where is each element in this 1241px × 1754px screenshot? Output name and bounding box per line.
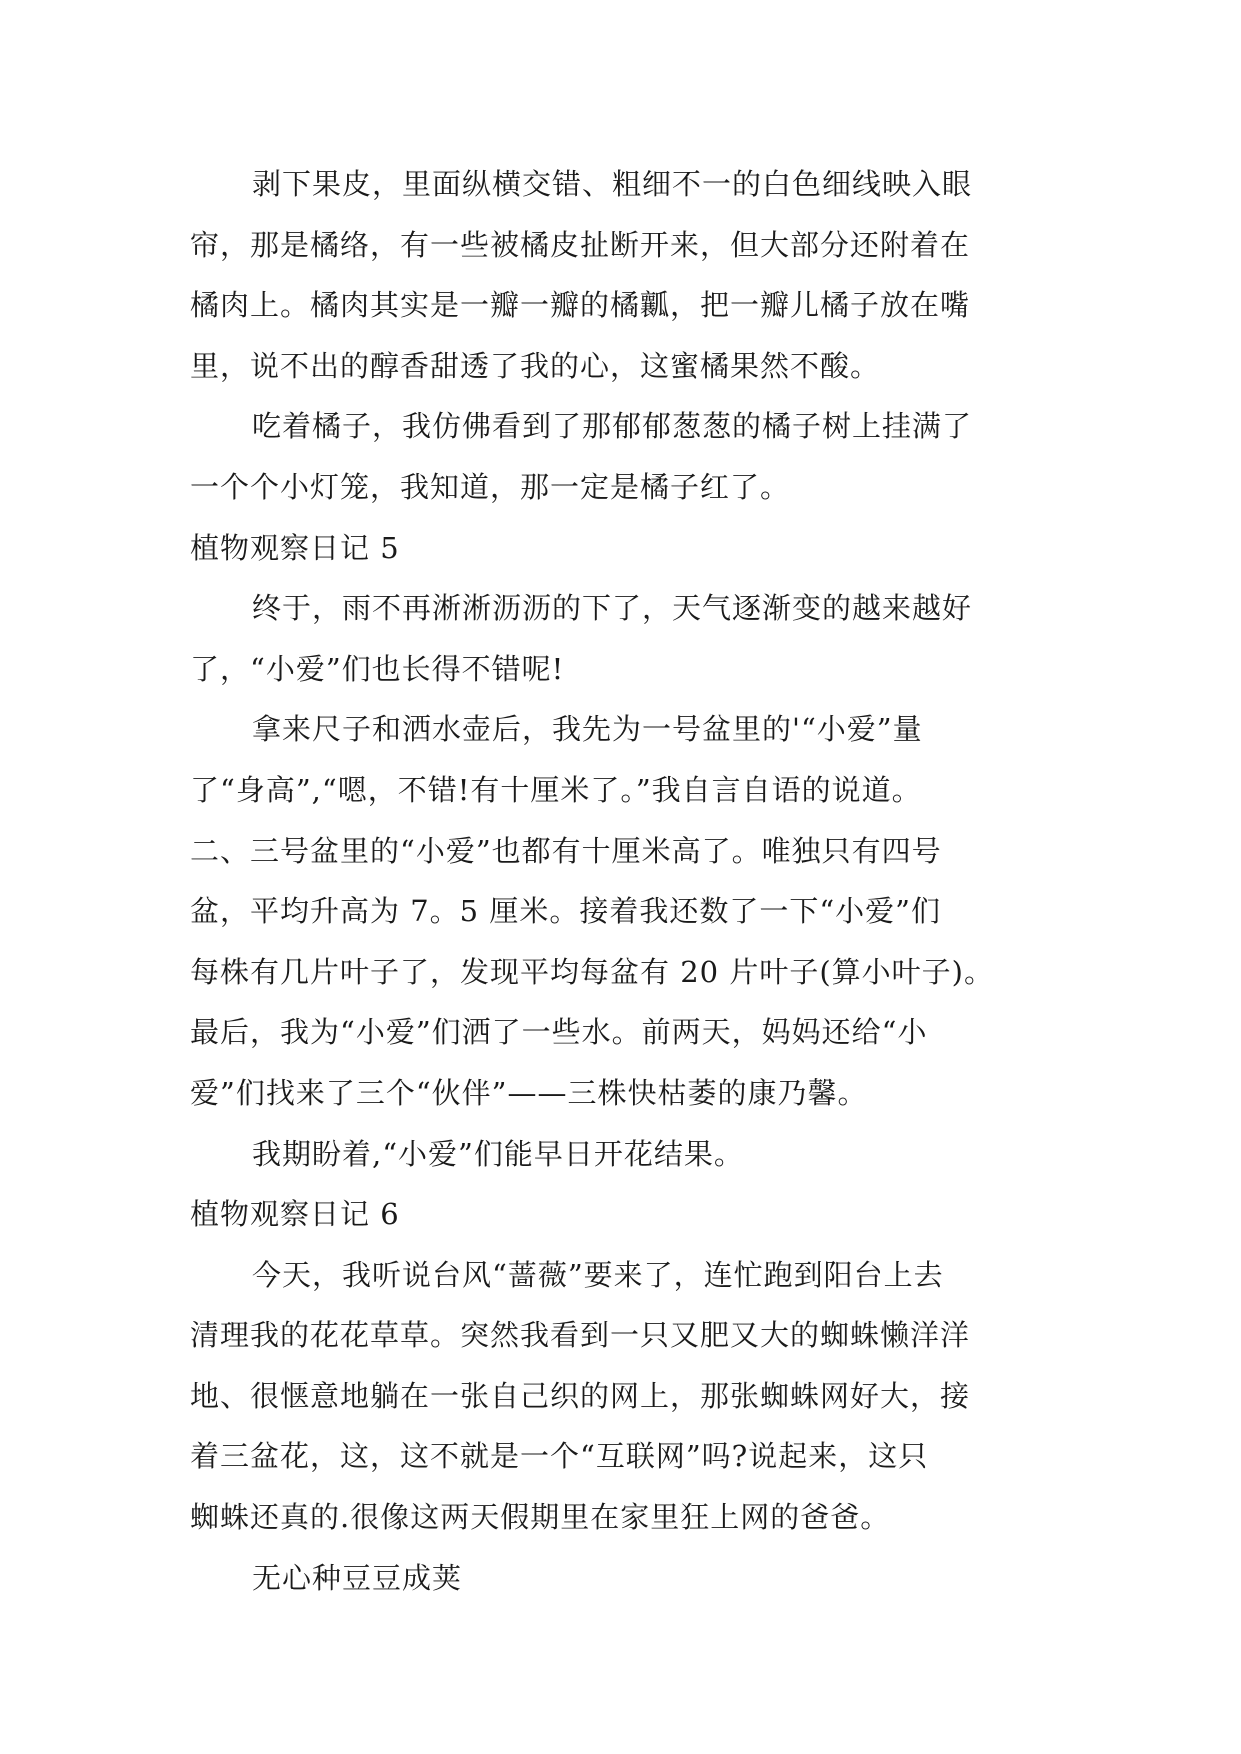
text-line: 爱”们找来了三个“伙伴”——三株快枯萎的康乃馨。 bbox=[190, 1075, 868, 1110]
text-line: 帘，那是橘络，有一些被橘皮扯断开来，但大部分还附着在 bbox=[190, 227, 971, 262]
text-line: 无心种豆豆成荚 bbox=[252, 1560, 463, 1595]
section-heading: 植物观察日记 6 bbox=[190, 1197, 400, 1232]
text-line: 地、很惬意地躺在一张自己织的网上，那张蜘蛛网好大，接 bbox=[190, 1378, 971, 1413]
text-line: 二、三号盆里的“小爱”也都有十厘米高了。唯独只有四号 bbox=[190, 833, 942, 868]
text-line: 着三盆花，这，这不就是一个“互联网”吗?说起来，这只 bbox=[190, 1439, 929, 1474]
text-line: 我期盼着,“小爱”们能早日开花结果。 bbox=[252, 1136, 744, 1171]
text-line: 一个个小灯笼，我知道，那一定是橘子红了。 bbox=[190, 469, 791, 504]
text-line: 终于，雨不再淅淅沥沥的下了，天气逐渐变的越来越好 bbox=[252, 591, 973, 626]
text-line: 橘肉上。橘肉其实是一瓣一瓣的橘瓤，把一瓣儿橘子放在嘴 bbox=[190, 288, 971, 323]
text-line: 里，说不出的醇香甜透了我的心，这蜜橘果然不酸。 bbox=[190, 348, 881, 383]
text-line: 盆，平均升高为 7。5 厘米。接着我还数了一下“小爱”们 bbox=[190, 894, 941, 929]
document-body bbox=[190, 154, 1070, 1608]
text-line: 拿来尺子和洒水壶后，我先为一号盆里的'“小爱”量 bbox=[252, 712, 923, 747]
text-line: 清理我的花花草草。突然我看到一只又肥又大的蜘蛛懒洋洋 bbox=[190, 1318, 971, 1353]
text-line: 剥下果皮，里面纵横交错、粗细不一的白色细线映入眼 bbox=[252, 167, 973, 201]
text-line: 最后，我为“小爱”们洒了一些水。前两天，妈妈还给“小 bbox=[190, 1015, 928, 1050]
text-line: 吃着橘子，我仿佛看到了那郁郁葱葱的橘子树上挂满了 bbox=[252, 409, 973, 444]
text-line: 了，“小爱”们也长得不错呢! bbox=[190, 651, 565, 686]
text-line: 蜘蛛还真的.很像这两天假期里在家里狂上网的爸爸。 bbox=[190, 1500, 891, 1535]
text-line: 今天，我听说台风“蔷薇”要来了，连忙跑到阳台上去 bbox=[252, 1257, 944, 1292]
text-line: 每株有几片叶子了，发现平均每盆有 20 片叶子(算小叶子)。 bbox=[190, 954, 994, 989]
section-heading: 植物观察日记 5 bbox=[190, 530, 400, 565]
text-line: 了“身高”,“嗯，不错!有十厘米了。”我自言自语的说道。 bbox=[190, 772, 922, 807]
